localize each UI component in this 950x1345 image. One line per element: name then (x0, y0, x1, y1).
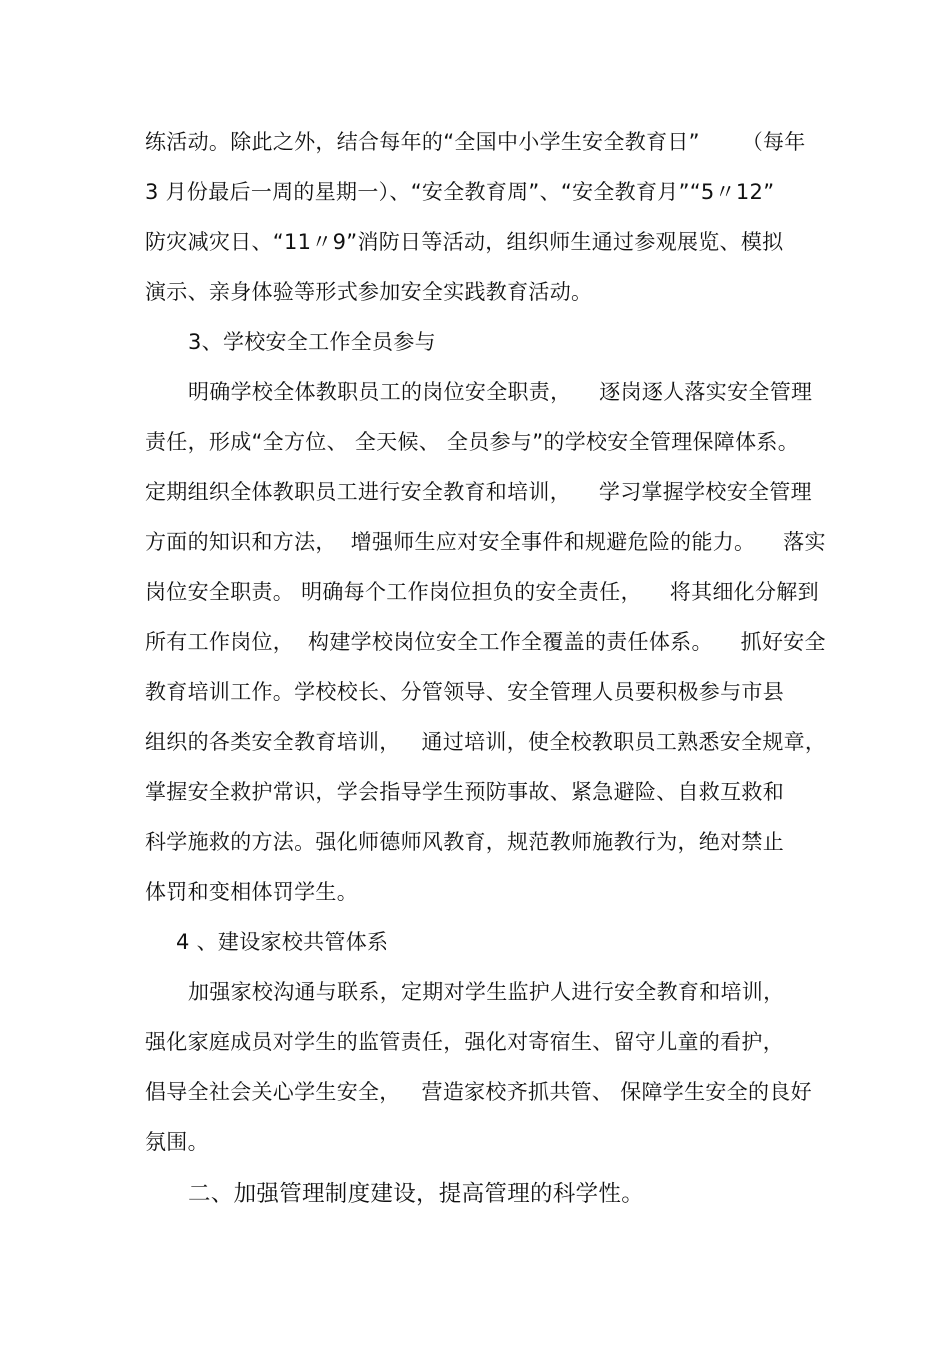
paragraph-line: 责任，形成“全方位、 全天候、 全员参与”的学校安全管理保障体系。 (145, 430, 800, 454)
section-heading: 4 、建设家校共管体系 (176, 930, 389, 954)
paragraph-line: 练活动。除此之外，结合每年的“全国中小学生安全教育日” （每年 (145, 130, 806, 154)
paragraph-line: 定期组织全体教职员工进行安全教育和培训， 学习掌握学校安全管理 (145, 480, 812, 504)
paragraph-line: 氛围。 (145, 1130, 209, 1154)
paragraph-line: 明确学校全体教职员工的岗位安全职责， 逐岗逐人落实安全管理 (188, 380, 813, 404)
paragraph-line: 组织的各类安全教育培训， 通过培训，使全校教职员工熟悉安全规章， (145, 730, 827, 754)
paragraph-line: 所有工作岗位， 构建学校岗位安全工作全覆盖的责任体系。 抓好安全 (145, 630, 826, 654)
paragraph-line: 岗位安全职责。 明确每个工作岗位担负的安全责任， 将其细化分解到 (145, 580, 819, 604)
paragraph-line: 加强家校沟通与联系，定期对学生监护人进行安全教育和培训， (188, 980, 785, 1004)
section-heading: 3、学校安全工作全员参与 (188, 330, 436, 354)
paragraph-line: 教育培训工作。学校校长、分管领导、安全管理人员要积极参与市县 (145, 680, 784, 704)
paragraph-line: 防灾减灾日、“11〃9”消防日等活动，组织师生通过参观展览、模拟 (145, 230, 784, 254)
paragraph-line: 体罚和变相体罚学生。 (145, 880, 358, 904)
paragraph-line: 演示、亲身体验等形式参加安全实践教育活动。 (145, 280, 593, 304)
paragraph-line: 强化家庭成员对学生的监管责任，强化对寄宿生、留守儿童的看护， (145, 1030, 784, 1054)
paragraph-line: 方面的知识和方法， 增强师生应对安全事件和规避危险的能力。 落实 (145, 530, 826, 554)
paragraph-line: 3 月份最后一周的星期一）、“安全教育周”、“安全教育月”“5〃12” (145, 180, 775, 204)
chapter-heading: 二、加强管理制度建设，提高管理的科学性。 (188, 1181, 645, 1207)
paragraph-line: 科学施救的方法。强化师德师风教育，规范教师施教行为，绝对禁止 (145, 830, 784, 854)
paragraph-line: 掌握安全救护常识，学会指导学生预防事故、紧急避险、自救互救和 (145, 780, 784, 804)
paragraph-line: 倡导全社会关心学生安全， 营造家校齐抓共管、 保障学生安全的良好 (145, 1080, 812, 1104)
